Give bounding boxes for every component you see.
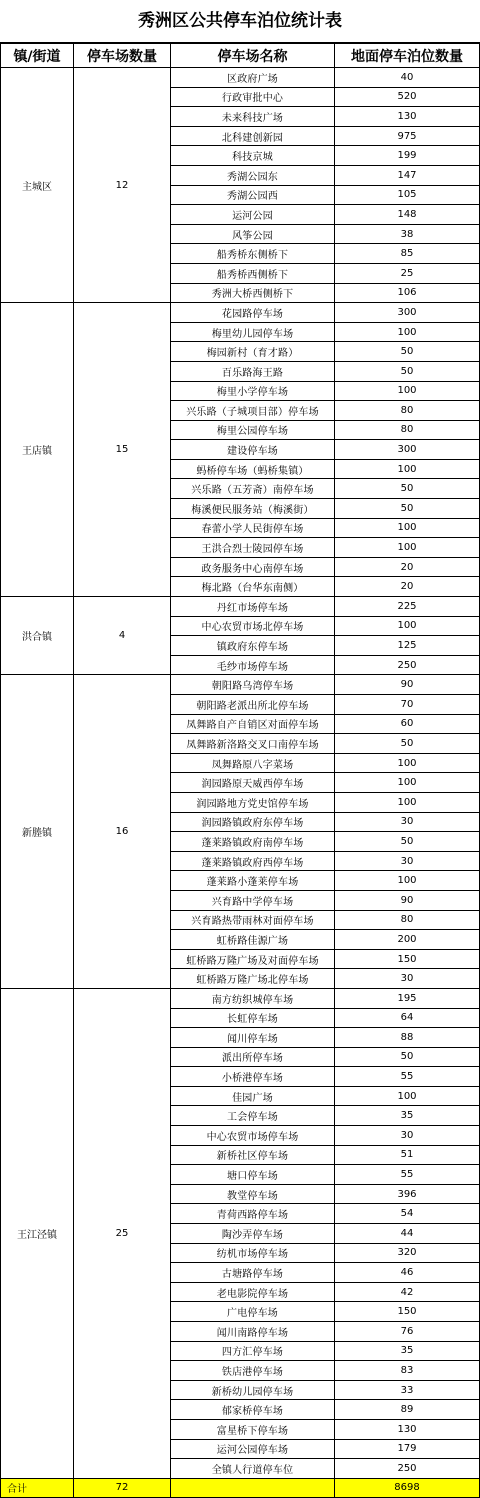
space-count-cell[interactable]: 42 bbox=[335, 1282, 480, 1302]
space-count-cell[interactable]: 179 bbox=[335, 1439, 480, 1459]
lot-name-cell[interactable]: 镇政府东停车场 bbox=[171, 636, 335, 656]
table-row bbox=[1, 68, 480, 88]
space-count-cell[interactable]: 100 bbox=[335, 792, 480, 812]
lot-name-cell[interactable]: 建设停车场 bbox=[171, 440, 335, 460]
space-count-cell[interactable]: 50 bbox=[335, 342, 480, 362]
space-count-cell[interactable]: 70 bbox=[335, 695, 480, 715]
space-count-cell[interactable]: 100 bbox=[335, 871, 480, 891]
space-count-cell[interactable]: 199 bbox=[335, 146, 480, 166]
lot-name-cell[interactable]: 梅溪便民服务站（梅溪街） bbox=[171, 499, 335, 519]
lot-name-cell[interactable]: 行政审批中心 bbox=[171, 87, 335, 107]
town-cell[interactable]: 主城区 bbox=[1, 68, 74, 303]
space-count-cell[interactable]: 50 bbox=[335, 734, 480, 754]
space-count-cell[interactable]: 30 bbox=[335, 1126, 480, 1146]
lot-name-cell[interactable]: 中心农贸市场北停车场 bbox=[171, 616, 335, 636]
lot-name-cell[interactable]: 梅园新村（育才路） bbox=[171, 342, 335, 362]
lot-count-cell[interactable]: 12 bbox=[74, 68, 171, 303]
space-count-cell[interactable]: 44 bbox=[335, 1224, 480, 1244]
lot-name-cell[interactable]: 佳园广场 bbox=[171, 1086, 335, 1106]
lot-name-cell[interactable]: 梅里公园停车场 bbox=[171, 420, 335, 440]
space-count-cell[interactable]: 100 bbox=[335, 459, 480, 479]
space-count-cell[interactable]: 80 bbox=[335, 420, 480, 440]
lot-name-cell[interactable]: 兴乐路（五芳斋）南停车场 bbox=[171, 479, 335, 499]
lot-name-cell[interactable]: 花园路停车场 bbox=[171, 303, 335, 323]
lot-name-cell[interactable]: 小桥港停车场 bbox=[171, 1067, 335, 1087]
header-space-count[interactable]: 地面停车泊位数量 bbox=[335, 44, 480, 68]
space-count-cell[interactable]: 100 bbox=[335, 538, 480, 558]
lot-name-cell[interactable]: 纺机市场停车场 bbox=[171, 1243, 335, 1263]
space-count-cell[interactable]: 50 bbox=[335, 832, 480, 852]
lot-name-cell[interactable]: 百乐路海王路 bbox=[171, 361, 335, 381]
lot-name-cell[interactable]: 虹桥路万隆广场北停车场 bbox=[171, 969, 335, 989]
lot-name-cell[interactable]: 郁家桥停车场 bbox=[171, 1400, 335, 1420]
space-count-cell[interactable]: 250 bbox=[335, 1459, 480, 1479]
space-count-cell[interactable]: 50 bbox=[335, 479, 480, 499]
lot-name-cell[interactable]: 长虹停车场 bbox=[171, 1008, 335, 1028]
lot-count-cell[interactable]: 16 bbox=[74, 675, 171, 989]
table-row bbox=[1, 988, 480, 1008]
lot-name-cell[interactable]: 兴育路中学停车场 bbox=[171, 890, 335, 910]
space-count-cell[interactable]: 55 bbox=[335, 1067, 480, 1087]
parking-table bbox=[0, 43, 480, 1498]
lot-name-cell[interactable]: 中心农贸市场停车场 bbox=[171, 1126, 335, 1146]
space-count-cell[interactable]: 100 bbox=[335, 616, 480, 636]
space-count-cell[interactable]: 38 bbox=[335, 224, 480, 244]
lot-name-cell[interactable]: 蚂桥停车场（蚂桥集镇） bbox=[171, 459, 335, 479]
lot-name-cell[interactable]: 梅里幼儿园停车场 bbox=[171, 322, 335, 342]
lot-name-cell[interactable]: 朝阳路老派出所北停车场 bbox=[171, 695, 335, 715]
space-count-cell[interactable]: 89 bbox=[335, 1400, 480, 1420]
header-lot-name[interactable]: 停车场名称 bbox=[171, 44, 335, 68]
space-count-cell[interactable]: 54 bbox=[335, 1204, 480, 1224]
lot-name-cell[interactable]: 南方纺织城停车场 bbox=[171, 988, 335, 1008]
space-count-cell[interactable]: 20 bbox=[335, 577, 480, 597]
town-cell[interactable]: 洪合镇 bbox=[1, 597, 74, 675]
lot-count-cell[interactable]: 25 bbox=[74, 988, 171, 1478]
space-count-cell[interactable]: 520 bbox=[335, 87, 480, 107]
lot-name-cell[interactable]: 虹桥路佳源广场 bbox=[171, 930, 335, 950]
space-count-cell[interactable]: 80 bbox=[335, 910, 480, 930]
lot-name-cell[interactable]: 富星桥下停车场 bbox=[171, 1419, 335, 1439]
lot-name-cell[interactable]: 工会停车场 bbox=[171, 1106, 335, 1126]
space-count-cell[interactable]: 105 bbox=[335, 185, 480, 205]
lot-name-cell[interactable]: 毛纱市场停车场 bbox=[171, 655, 335, 675]
space-count-cell[interactable]: 60 bbox=[335, 714, 480, 734]
lot-name-cell[interactable]: 四方汇停车场 bbox=[171, 1341, 335, 1361]
header-lot-count[interactable]: 停车场数量 bbox=[74, 44, 171, 68]
lot-name-cell[interactable]: 塘口停车场 bbox=[171, 1165, 335, 1185]
lot-name-cell[interactable]: 新桥幼儿园停车场 bbox=[171, 1380, 335, 1400]
lot-name-cell[interactable]: 陶沙弄停车场 bbox=[171, 1224, 335, 1244]
town-cell[interactable]: 王店镇 bbox=[1, 303, 74, 597]
space-count-cell[interactable]: 225 bbox=[335, 597, 480, 617]
lot-name-cell[interactable]: 秀湖公园东 bbox=[171, 165, 335, 185]
lot-name-cell[interactable]: 广电停车场 bbox=[171, 1302, 335, 1322]
space-count-cell[interactable]: 51 bbox=[335, 1145, 480, 1165]
lot-name-cell[interactable]: 凤舞路自产自销区对面停车场 bbox=[171, 714, 335, 734]
space-count-cell[interactable]: 35 bbox=[335, 1106, 480, 1126]
table-body bbox=[1, 68, 480, 1479]
space-count-cell[interactable]: 88 bbox=[335, 1028, 480, 1048]
lot-name-cell[interactable]: 运河公园停车场 bbox=[171, 1439, 335, 1459]
total-row bbox=[1, 1478, 480, 1497]
total-empty-cell[interactable] bbox=[171, 1478, 335, 1497]
space-count-cell[interactable]: 125 bbox=[335, 636, 480, 656]
lot-name-cell[interactable]: 蓬莱路镇政府西停车场 bbox=[171, 851, 335, 871]
lot-name-cell[interactable]: 朝阳路乌湾停车场 bbox=[171, 675, 335, 695]
space-count-cell[interactable]: 130 bbox=[335, 107, 480, 127]
space-count-cell[interactable]: 100 bbox=[335, 1086, 480, 1106]
lot-name-cell[interactable]: 兴育路热带雨林对面停车场 bbox=[171, 910, 335, 930]
table-row bbox=[1, 597, 480, 617]
space-count-cell[interactable]: 396 bbox=[335, 1184, 480, 1204]
space-count-cell[interactable]: 30 bbox=[335, 812, 480, 832]
space-count-cell[interactable]: 64 bbox=[335, 1008, 480, 1028]
lot-name-cell[interactable]: 润园路镇政府东停车场 bbox=[171, 812, 335, 832]
space-count-cell[interactable]: 33 bbox=[335, 1380, 480, 1400]
space-count-cell[interactable]: 100 bbox=[335, 381, 480, 401]
space-count-cell[interactable]: 130 bbox=[335, 1419, 480, 1439]
space-count-cell[interactable]: 200 bbox=[335, 930, 480, 950]
lot-name-cell[interactable]: 铁店港停车场 bbox=[171, 1361, 335, 1381]
space-count-cell[interactable]: 300 bbox=[335, 303, 480, 323]
space-count-cell[interactable]: 100 bbox=[335, 518, 480, 538]
total-label[interactable]: 合计 bbox=[1, 1478, 74, 1497]
space-count-cell[interactable]: 250 bbox=[335, 655, 480, 675]
space-count-cell[interactable]: 106 bbox=[335, 283, 480, 303]
space-count-cell[interactable]: 76 bbox=[335, 1322, 480, 1342]
table-row bbox=[1, 303, 480, 323]
space-count-cell[interactable]: 150 bbox=[335, 949, 480, 969]
town-cell[interactable]: 新塍镇 bbox=[1, 675, 74, 989]
lot-name-cell[interactable]: 闻川南路停车场 bbox=[171, 1322, 335, 1342]
lot-name-cell[interactable]: 全镇人行道停车位 bbox=[171, 1459, 335, 1479]
space-count-cell[interactable]: 90 bbox=[335, 675, 480, 695]
lot-count-cell[interactable]: 15 bbox=[74, 303, 171, 597]
lot-name-cell[interactable]: 王洪合烈士陵园停车场 bbox=[171, 538, 335, 558]
total-lot-count[interactable]: 72 bbox=[74, 1478, 171, 1497]
space-count-cell[interactable]: 30 bbox=[335, 851, 480, 871]
total-space-count[interactable]: 8698 bbox=[335, 1478, 480, 1497]
lot-name-cell[interactable]: 科技京城 bbox=[171, 146, 335, 166]
space-count-cell[interactable]: 975 bbox=[335, 126, 480, 146]
lot-name-cell[interactable]: 梅里小学停车场 bbox=[171, 381, 335, 401]
lot-name-cell[interactable]: 梅北路（台华东南侧） bbox=[171, 577, 335, 597]
lot-name-cell[interactable]: 未来科技广场 bbox=[171, 107, 335, 127]
space-count-cell[interactable]: 300 bbox=[335, 440, 480, 460]
lot-name-cell[interactable]: 教堂停车场 bbox=[171, 1184, 335, 1204]
space-count-cell[interactable]: 150 bbox=[335, 1302, 480, 1322]
space-count-cell[interactable]: 100 bbox=[335, 773, 480, 793]
lot-count-cell[interactable]: 4 bbox=[74, 597, 171, 675]
lot-name-cell[interactable]: 秀洲大桥西侧桥下 bbox=[171, 283, 335, 303]
space-count-cell[interactable]: 35 bbox=[335, 1341, 480, 1361]
lot-name-cell[interactable]: 风筝公园 bbox=[171, 224, 335, 244]
space-count-cell[interactable]: 40 bbox=[335, 68, 480, 88]
lot-name-cell[interactable]: 蓬莱路小蓬莱停车场 bbox=[171, 871, 335, 891]
space-count-cell[interactable]: 90 bbox=[335, 890, 480, 910]
space-count-cell[interactable]: 20 bbox=[335, 557, 480, 577]
lot-name-cell[interactable]: 凤舞路原八字菜场 bbox=[171, 753, 335, 773]
town-cell[interactable]: 王江泾镇 bbox=[1, 988, 74, 1478]
lot-name-cell[interactable]: 闻川停车场 bbox=[171, 1028, 335, 1048]
space-count-cell[interactable]: 83 bbox=[335, 1361, 480, 1381]
lot-name-cell[interactable]: 虹桥路万隆广场及对面停车场 bbox=[171, 949, 335, 969]
lot-name-cell[interactable]: 老电影院停车场 bbox=[171, 1282, 335, 1302]
space-count-cell[interactable]: 148 bbox=[335, 205, 480, 225]
space-count-cell[interactable]: 80 bbox=[335, 401, 480, 421]
lot-name-cell[interactable]: 区政府广场 bbox=[171, 68, 335, 88]
lot-name-cell[interactable]: 青荷西路停车场 bbox=[171, 1204, 335, 1224]
sheet-title: 秀洲区公共停车泊位统计表 bbox=[0, 0, 480, 43]
table-row bbox=[1, 675, 480, 695]
lot-name-cell[interactable]: 北科建创新园 bbox=[171, 126, 335, 146]
lot-name-cell[interactable]: 润园路原天威西停车场 bbox=[171, 773, 335, 793]
lot-name-cell[interactable]: 丹红市场停车场 bbox=[171, 597, 335, 617]
space-count-cell[interactable]: 30 bbox=[335, 969, 480, 989]
lot-name-cell[interactable]: 船秀桥西侧桥下 bbox=[171, 263, 335, 283]
space-count-cell[interactable]: 195 bbox=[335, 988, 480, 1008]
space-count-cell[interactable]: 320 bbox=[335, 1243, 480, 1263]
lot-name-cell[interactable]: 兴乐路（子城项目部）停车场 bbox=[171, 401, 335, 421]
lot-name-cell[interactable]: 派出所停车场 bbox=[171, 1047, 335, 1067]
space-count-cell[interactable]: 46 bbox=[335, 1263, 480, 1283]
lot-name-cell[interactable]: 新桥社区停车场 bbox=[171, 1145, 335, 1165]
space-count-cell[interactable]: 50 bbox=[335, 499, 480, 519]
space-count-cell[interactable]: 85 bbox=[335, 244, 480, 264]
space-count-cell[interactable]: 25 bbox=[335, 263, 480, 283]
lot-name-cell[interactable]: 润园路地方党史馆停车场 bbox=[171, 792, 335, 812]
lot-name-cell[interactable]: 春蕾小学人民街停车场 bbox=[171, 518, 335, 538]
space-count-cell[interactable]: 100 bbox=[335, 322, 480, 342]
lot-name-cell[interactable]: 秀湖公园西 bbox=[171, 185, 335, 205]
header-row bbox=[1, 44, 480, 68]
space-count-cell[interactable]: 147 bbox=[335, 165, 480, 185]
lot-name-cell[interactable]: 凤舞路新洛路交叉口南停车场 bbox=[171, 734, 335, 754]
lot-name-cell[interactable]: 运河公园 bbox=[171, 205, 335, 225]
lot-name-cell[interactable]: 政务服务中心南停车场 bbox=[171, 557, 335, 577]
lot-name-cell[interactable]: 船秀桥东侧桥下 bbox=[171, 244, 335, 264]
header-town[interactable]: 镇/街道 bbox=[1, 44, 74, 68]
space-count-cell[interactable]: 100 bbox=[335, 753, 480, 773]
space-count-cell[interactable]: 55 bbox=[335, 1165, 480, 1185]
space-count-cell[interactable]: 50 bbox=[335, 1047, 480, 1067]
space-count-cell[interactable]: 50 bbox=[335, 361, 480, 381]
lot-name-cell[interactable]: 蓬莱路镇政府南停车场 bbox=[171, 832, 335, 852]
lot-name-cell[interactable]: 古塘路停车场 bbox=[171, 1263, 335, 1283]
